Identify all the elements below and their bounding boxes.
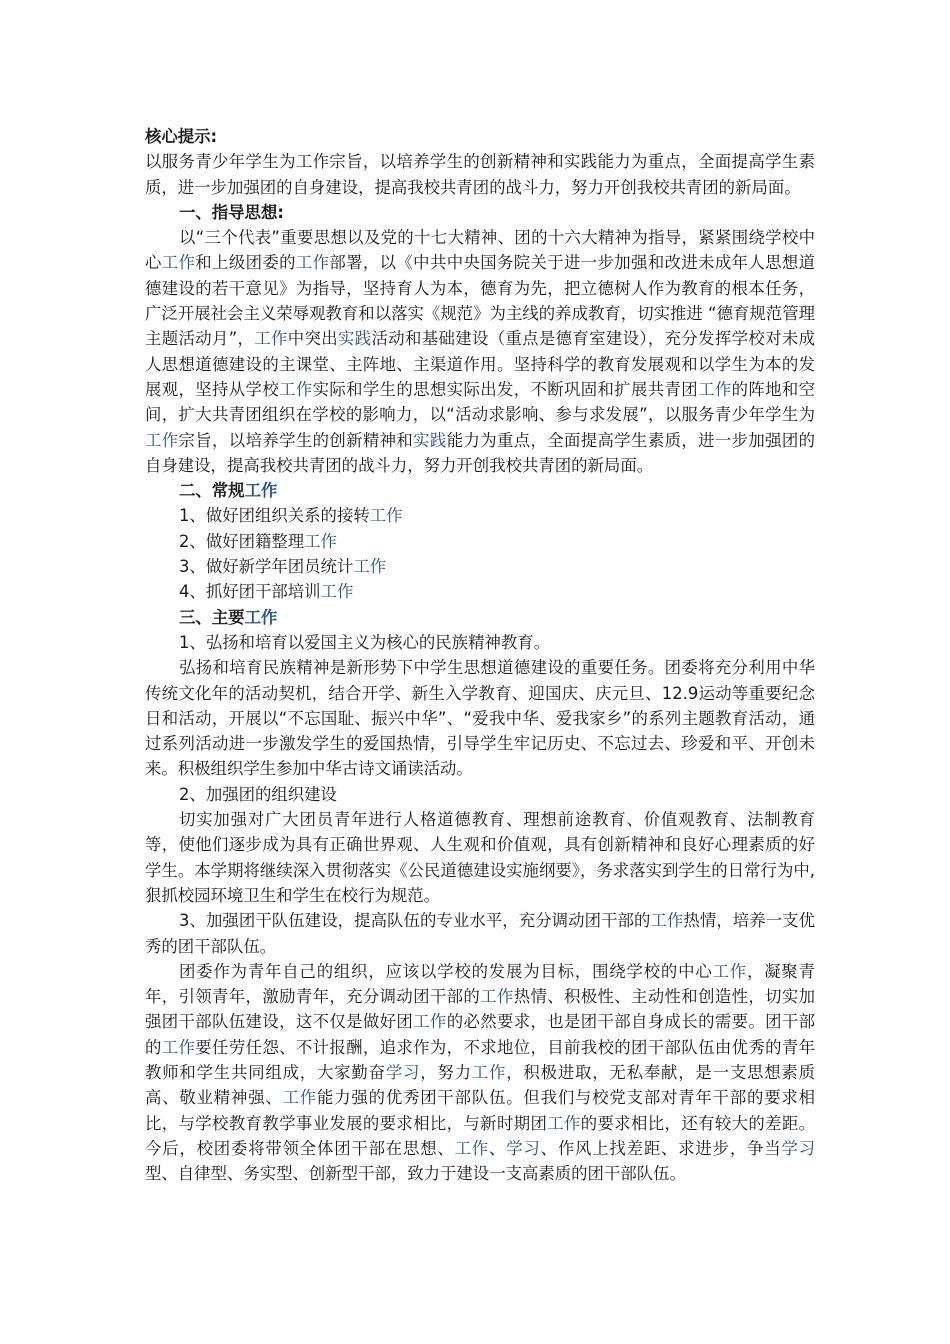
keyword-link[interactable]: 工作	[282, 1088, 318, 1108]
routine-item-1	[145, 503, 815, 528]
keyword-link[interactable]: 工作	[320, 582, 354, 602]
paragraph-text: 活动和基础建设（重点是德育室建设），充分发挥学校对未成人思想道德建设的主课堂、主阵地、主渠道作用。坚持科学的教育发展观和以学生为本的发展观，坚持从学校	[145, 329, 815, 399]
paragraph-text: 宗旨，以培养学生的创新精神和	[178, 430, 414, 450]
section-heading-guiding-ideology	[145, 200, 815, 225]
main-item-2-title	[145, 782, 815, 807]
main-item-3-body	[145, 959, 815, 1187]
keyword-link[interactable]: 工作	[413, 1012, 447, 1032]
paragraph-text: 热情，培养一支优秀的团干部队伍。	[145, 911, 816, 956]
paragraph-text: ，积极进取，无私奉献，是一支思想素质高、敬业精神强、	[145, 1062, 816, 1108]
keyword-link[interactable]: 工作	[295, 253, 330, 273]
paragraph-text: 2、做好团籍整理	[179, 531, 305, 551]
keyword-link[interactable]: 工作	[244, 607, 278, 627]
paragraph-text: 的必然要求，也是团干部自身成长的需要。团干部的	[145, 1012, 816, 1057]
routine-item-2	[145, 529, 815, 554]
heading-text: 三、主要	[179, 607, 245, 627]
main-item-1-body	[145, 655, 815, 781]
lead-label: 核心提示:	[145, 127, 218, 146]
keyword-link[interactable]: 工作	[650, 911, 684, 931]
paragraph-text: 能力强的优秀团干部队伍。但我们与校党支部对青年干部的要求相比，与学校教育教学事业发展的要求相比，与新时期团	[145, 1088, 816, 1133]
keyword-link[interactable]: 工作	[712, 961, 747, 981]
keyword-link[interactable]: 工作	[145, 430, 179, 450]
paragraph-guiding-ideology	[145, 225, 815, 478]
paragraph-text: ，努力	[420, 1062, 472, 1082]
lead-summary	[145, 149, 815, 200]
paragraph-text: 和上级团委的	[195, 253, 296, 273]
paragraph-text: 4、抓好团干部培训	[179, 582, 321, 602]
keyword-link[interactable]: 工作	[454, 1138, 490, 1158]
paragraph-text: 弘扬和培育民族精神是新形势下中学生思想道德建设的重要任务。团委将充分利用中华传统文化年的活动契机，结合开学、新生入学教育、迎国庆、庆元旦、12.9运动等重要纪念日和活动，开展以“不忘国耻、振兴中华”、“爱我中华、爱我家乡”的系列主题教育活动，通过系列活动进一步激发学生的爱国热情，引导学生牢记历史、不忘过去、珍爱和平、开创未来。积极组织学生参加中华古诗文诵读活动。	[145, 658, 815, 779]
keyword-link[interactable]: 学习	[506, 1138, 541, 1158]
paragraph-text: 以“三个代表”重要思想以及党的十七大精神、团的十六大精神为指导，紧紧围绕学校中心	[145, 228, 815, 273]
paragraph-text: 的要求相比，还有较大的差距。今后，校团委将带领全体团干部在思想、	[145, 1113, 816, 1158]
paragraph-text: 切实加强对广大团员青年进行人格道德教育、理想前途教育、价值观教育、法制教育等，使他们逐步成为具有正确世界观、人生观和价值观，具有创新精神和良好心理素质的好学生。本学期将继续深入贯彻落实《公民道德建设实施纲要》，务求落实到学生的日常行为中,狠抓校园环境卫生和学生在校行为规范。	[145, 810, 815, 905]
paragraph-text: 、作风上找差距、求进步，争当	[540, 1138, 782, 1158]
keyword-link[interactable]: 工作	[471, 1062, 507, 1082]
paragraph-text: 1、弘扬和培育以爱国主义为核心的民族精神教育。	[179, 632, 551, 652]
keyword-link[interactable]: 实践	[413, 430, 447, 450]
paragraph-text: 中突出	[287, 329, 339, 349]
keyword-link[interactable]: 工作	[304, 531, 337, 551]
section-heading-main-work	[145, 605, 815, 630]
keyword-link[interactable]: 工作	[353, 557, 387, 577]
keyword-link[interactable]: 工作	[254, 329, 288, 349]
paragraph-text: ，凝聚青年，引领青年，激励青年，充分调动团干部的	[145, 961, 816, 1007]
routine-item-4	[145, 579, 815, 604]
paragraph-text: 的阵地和空间，扩大共青团组织在学校的影响力，以“活动求影响、参与求发展”，以服务青少年学生为	[145, 379, 816, 425]
paragraph-text: 部署，以《中共中央国务院关于进一步加强和改进未成年人思想道德建设的若干意见》为指导，坚持育人为本，德育为先，把立德树人作为教育的根本任务，广泛开展社会主义荣辱观教育和以落实《规范》为主线的养成教育，切实推进 “德育规范管理主题活动月”，	[145, 253, 816, 349]
paragraph-text: 3、加强团干队伍建设，提高队伍的专业水平，充分调动团干部的	[179, 911, 651, 931]
keyword-link[interactable]: 工作	[244, 481, 278, 501]
paragraph-text: 以服务青少年学生为工作宗旨，以培养学生的创新精神和实践能力为重点，全面提高学生素质，进一步加强团的自身建设，提高我校共青团的战斗力，努力开创我校共青团的新局面。	[145, 152, 815, 197]
keyword-link[interactable]: 学习	[781, 1138, 816, 1158]
keyword-link[interactable]: 工作	[480, 987, 514, 1007]
paragraph-text: 、	[489, 1138, 507, 1158]
keyword-link[interactable]: 工作	[279, 379, 313, 399]
keyword-link[interactable]: 工作	[161, 1037, 196, 1057]
keyword-link[interactable]: 工作	[547, 1113, 581, 1133]
keyword-link[interactable]: 工作	[698, 379, 732, 399]
keyword-link[interactable]: 工作	[161, 253, 196, 273]
paragraph-text: 2、加强团的组织建设	[179, 784, 337, 804]
paragraph-text: 热情、积极性、主动性和创造性，切实加强团干部队伍建设，这不仅是做好团	[145, 987, 816, 1032]
main-item-3-title	[145, 908, 815, 959]
paragraph-text: 团委作为青年自己的组织，应该以学校的发展为目标，围绕学校的中心	[179, 961, 713, 981]
routine-item-3	[145, 554, 815, 579]
keyword-link[interactable]: 工作	[369, 506, 403, 526]
paragraph-text: 型、自律型、务实型、创新型干部，致力于建设一支高素质的团干部队伍。	[145, 1164, 686, 1184]
section-heading-routine-work	[145, 478, 815, 503]
paragraph-text: 能力为重点，全面提高学生素质，进一步加强团的自身建设，提高我校共青团的战斗力，努力开创我校共青团的新局面。	[145, 430, 816, 475]
paragraph-text: 实际和学生的思想实际出发，不断巩固和扩展共青团	[312, 379, 699, 399]
main-item-2-body	[145, 807, 815, 908]
paragraph-text: 3、做好新学年团员统计	[179, 557, 354, 577]
keyword-link[interactable]: 学习	[385, 1062, 421, 1082]
paragraph-text: 要任劳任怨、不计报酬，追求作为，不求地位，目前我校的团干部队伍由优秀的青年教师和学生共同组成，大家勤奋	[145, 1037, 816, 1082]
heading-text: 一、指导思想:	[179, 202, 284, 222]
document-body	[145, 124, 815, 1186]
main-item-1-title	[145, 630, 815, 655]
heading-text: 二、常规	[179, 481, 245, 501]
paragraph-text: 1、做好团组织关系的接转	[179, 506, 370, 526]
keyword-link[interactable]: 实践	[338, 329, 372, 349]
